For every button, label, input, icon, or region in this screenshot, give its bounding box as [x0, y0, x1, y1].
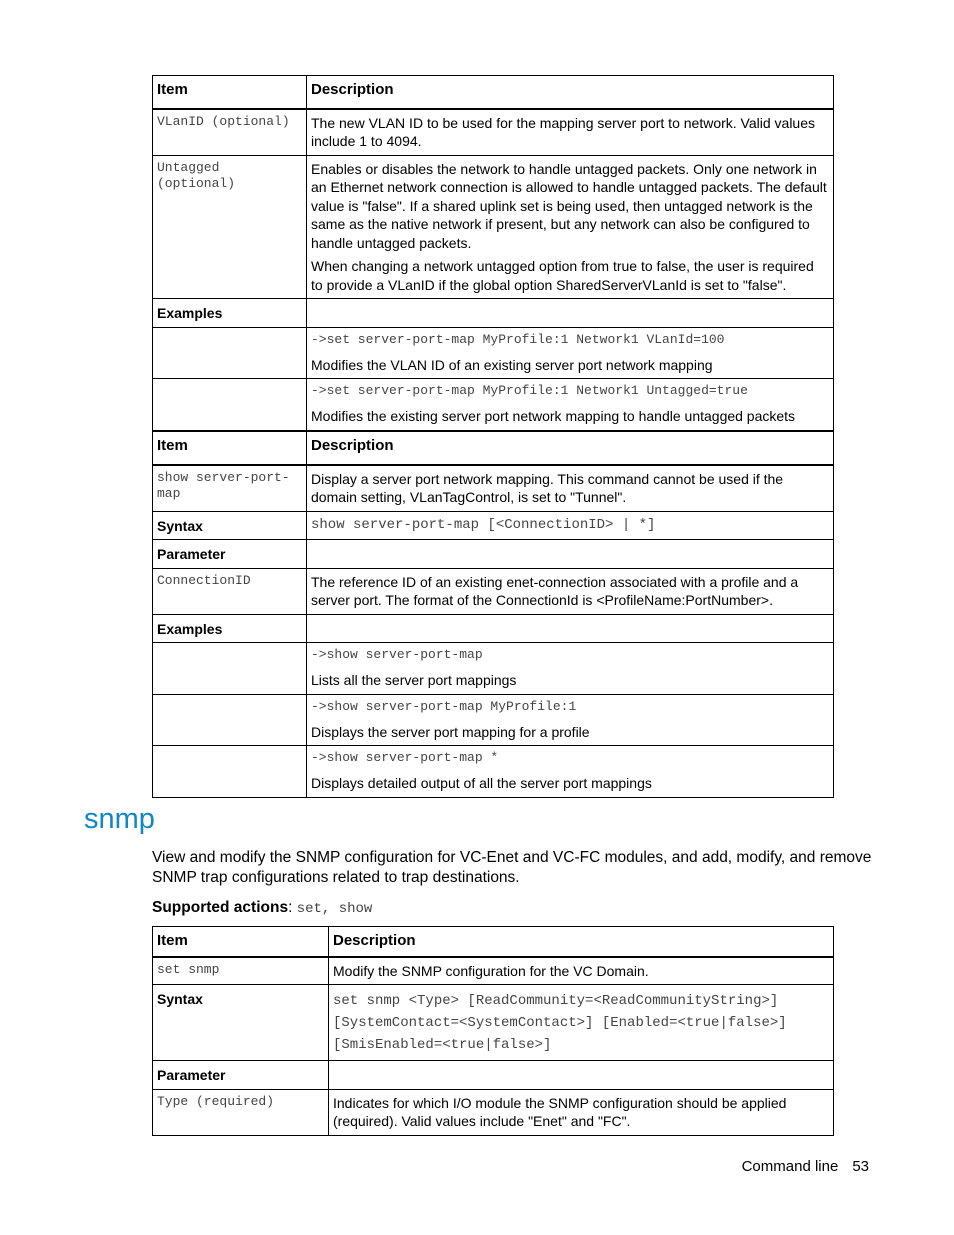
examples-label: Examples — [153, 299, 307, 328]
description-paragraph: Enables or disables the network to handle untagged packets. Only one network in an Ethernet network connection is allowed to handle untagged packets. The default value is "false". If a shared uplink set is being used, then untagged network is the same as the native network if present, but any network can also be configured to handle untagged packets. — [311, 160, 827, 251]
syntax-row — [153, 985, 834, 1061]
empty-cell — [307, 614, 834, 643]
description-paragraph: The new VLAN ID to be used for the mapping server port to network. Valid values include 1 to 4094. — [311, 114, 815, 149]
description-cell — [307, 155, 834, 299]
empty-cell — [153, 746, 307, 798]
examples-section-row — [153, 614, 834, 643]
empty-cell — [329, 1061, 834, 1090]
item-cell: Untagged (optional) — [153, 155, 307, 299]
item-cell: VLanID (optional) — [153, 109, 307, 156]
example-description: Modifies the VLAN ID of an existing server port network mapping — [311, 356, 713, 373]
empty-cell — [307, 299, 834, 328]
example-description: Modifies the existing server port network mapping to handle untagged packets — [311, 408, 796, 424]
empty-cell — [153, 379, 307, 431]
item-cell: set snmp — [153, 957, 329, 985]
table-row — [153, 568, 834, 614]
page-footer — [742, 1158, 869, 1175]
parameter-name-cell: ConnectionID — [153, 568, 307, 614]
description-column-header: Description — [307, 76, 834, 109]
set-snmp-table — [152, 926, 834, 1136]
example-description: Displays the server port mapping for a profile — [311, 723, 590, 740]
parameter-label: Parameter — [153, 540, 307, 569]
table-row — [153, 1089, 834, 1135]
syntax-cell: show server-port-map [<ConnectionID> | *] — [307, 511, 834, 540]
description-cell: Display a server port network mapping. This command cannot be used if the domain setting, VLanTagControl, is set to "Tunnel". — [307, 465, 834, 512]
examples-label: Examples — [153, 614, 307, 643]
item-column-header: Item — [153, 432, 307, 465]
table-header-row — [153, 76, 834, 109]
syntax-line: [SmisEnabled=<true|false>] — [333, 1037, 552, 1053]
description-cell — [307, 109, 834, 156]
section-intro: View and modify the SNMP configuration for VC-Enet and VC-FC modules, and add, modify, and remove SNMP trap configurations related to trap destinations. — [152, 849, 872, 886]
syntax-label: Syntax — [153, 511, 307, 540]
item-column-header: Item — [153, 927, 329, 957]
set-server-port-map-table — [152, 75, 834, 431]
parameter-section-row — [153, 540, 834, 569]
table-row — [153, 155, 834, 299]
empty-cell — [307, 540, 834, 569]
examples-section-row — [153, 299, 834, 328]
description-column-header: Description — [307, 432, 834, 465]
example-cell — [307, 746, 834, 798]
syntax-cell — [329, 985, 834, 1061]
example-cell — [307, 643, 834, 695]
empty-cell — [153, 327, 307, 379]
table-row — [153, 465, 834, 512]
example-row — [153, 643, 834, 695]
example-row — [153, 327, 834, 379]
parameter-name-cell: Type (required) — [153, 1089, 329, 1135]
example-command: ->set server-port-map MyProfile:1 Network1 Untagged=true — [311, 383, 748, 398]
description-cell: Modify the SNMP configuration for the VC Domain. — [329, 957, 834, 985]
table-header-row — [153, 927, 834, 957]
empty-cell — [153, 643, 307, 695]
show-server-port-map-table — [152, 431, 834, 798]
parameter-label: Parameter — [153, 1061, 329, 1090]
item-cell: show server-port-map — [153, 465, 307, 512]
example-command: ->set server-port-map MyProfile:1 Network1 VLanId=100 — [311, 331, 725, 347]
supported-actions-label: Supported actions — [152, 899, 289, 916]
example-cell — [307, 327, 834, 379]
example-command: ->show server-port-map * — [311, 750, 499, 765]
table-header-row — [153, 432, 834, 465]
example-description: Lists all the server port mappings — [311, 672, 517, 688]
example-command: ->show server-port-map — [311, 647, 483, 662]
supported-actions-values: set, show — [296, 901, 373, 917]
example-description: Displays detailed output of all the server port mappings — [311, 775, 652, 791]
empty-cell — [153, 694, 307, 746]
example-cell — [307, 379, 834, 431]
supported-actions: Supported actions: set, show — [152, 899, 373, 917]
parameter-section-row — [153, 1061, 834, 1090]
footer-section-name: Command line — [741, 1158, 839, 1175]
example-row — [153, 379, 834, 431]
description-paragraph: When changing a network untagged option from true to false, the user is required to provide a VLanID if the global option SharedServerVLanId is set to "false". — [311, 258, 814, 293]
syntax-label: Syntax — [153, 985, 329, 1061]
page-number: 53 — [852, 1158, 869, 1175]
item-column-header: Item — [153, 76, 307, 109]
parameter-description-cell: Indicates for which I/O module the SNMP configuration should be applied (required). Valid values include "Enet" and "FC". — [329, 1089, 834, 1135]
example-row — [153, 694, 834, 746]
example-command: ->show server-port-map MyProfile:1 — [311, 698, 577, 714]
table-row — [153, 109, 834, 156]
example-cell — [307, 694, 834, 746]
parameter-description-cell: The reference ID of an existing enet-connection associated with a profile and a server port. The format of the ConnectionId is <ProfileName:PortNumber>. — [307, 568, 834, 614]
description-column-header: Description — [329, 927, 834, 957]
table-row — [153, 957, 834, 985]
syntax-line: set snmp <Type> [ReadCommunity=<ReadCommunityString>] — [333, 993, 779, 1009]
example-row — [153, 746, 834, 798]
section-heading: snmp — [84, 803, 155, 835]
syntax-line: [SystemContact=<SystemContact>] [Enabled=<true|false>] — [333, 1015, 787, 1031]
syntax-row — [153, 511, 834, 540]
